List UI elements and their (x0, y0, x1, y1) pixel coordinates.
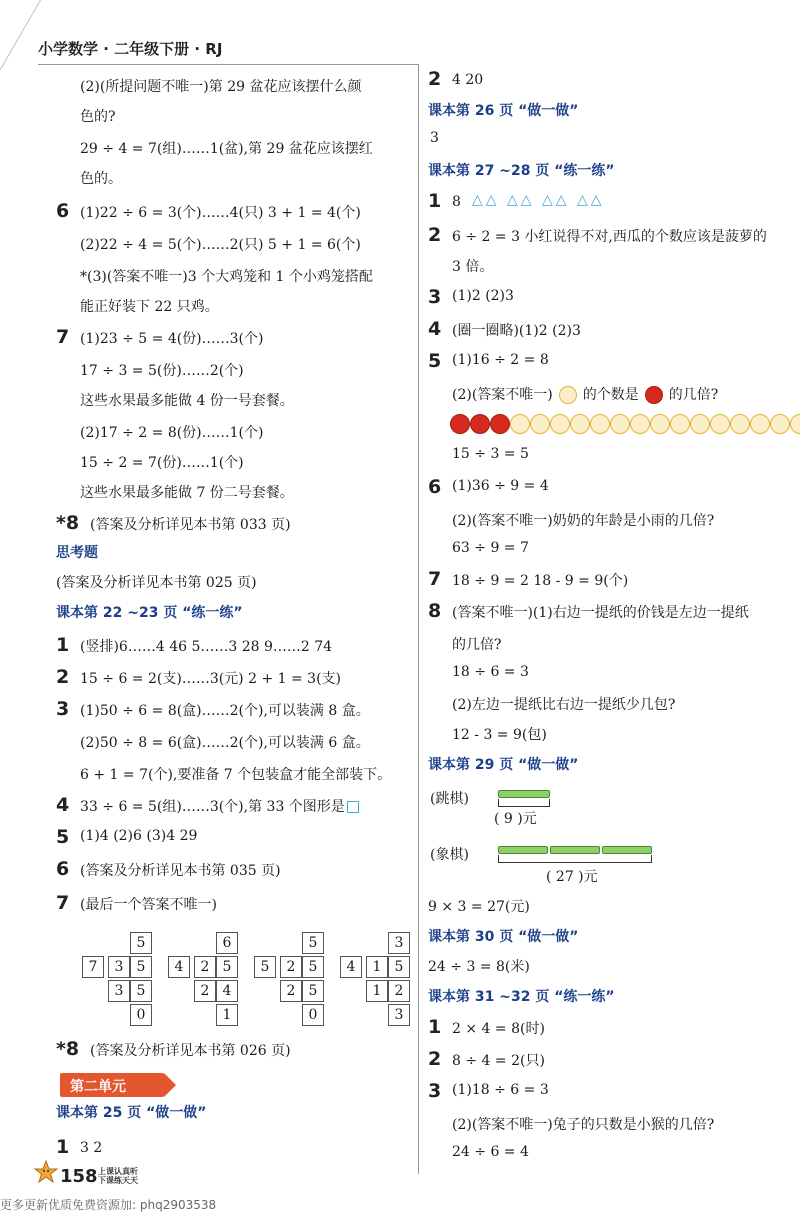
answer-line: (2)(答案不唯一)兔子的只数是小猴的几倍? (452, 1117, 715, 1133)
answer-line: (最后一个答案不唯一) (80, 897, 217, 913)
product-digit: 5 (302, 980, 324, 1002)
question-number: 5 (428, 350, 442, 372)
section-heading: 课本第 26 页 “做一做” (428, 103, 579, 119)
answer-line: ( 27 )元 (546, 869, 598, 885)
answer-line: 6 ÷ 2 = 3 小红说得不对,西瓜的个数应该是菠萝的 (452, 229, 767, 245)
header-rule (38, 64, 418, 65)
yellow-bead (630, 414, 650, 434)
product-digit: 2 (280, 980, 302, 1002)
question-number: 2 (428, 68, 442, 90)
dividend-digit: 1 (366, 956, 388, 978)
unit-label: 第二单元 (70, 1079, 126, 1095)
question-number: 3 (56, 698, 70, 720)
answer-line: (答案不唯一)(1)右边一提纸的价钱是左边一提纸 (452, 605, 749, 621)
remainder-cell: 0 (302, 1004, 324, 1026)
page-corner (0, 0, 41, 70)
square-shape-icon (347, 801, 359, 813)
question-number: 4 (56, 794, 70, 816)
section-heading: 课本第 29 页 “做一做” (428, 757, 579, 773)
question-number: *8 (56, 512, 80, 534)
yellow-bead (570, 414, 590, 434)
page-tag (98, 1167, 138, 1185)
chess-bar (498, 846, 548, 854)
answer-line: 4 20 (452, 72, 484, 88)
answer-line: 能正好装下 22 只鸡。 (80, 299, 219, 315)
answer-line: 这些水果最多能做 4 份一号套餐。 (80, 393, 294, 409)
yellow-bead (790, 414, 800, 434)
quotient-cell: 5 (302, 932, 324, 954)
answer-line: ( 9 )元 (494, 811, 537, 827)
answer-line: (1)2 (2)3 (452, 288, 514, 304)
quotient-cell: 6 (216, 932, 238, 954)
jump-chess-bar (498, 790, 550, 798)
answer-line: (1)50 ÷ 6 = 8(盒)……2(个),可以装满 8 盒。 (80, 703, 370, 719)
dividend-digit: 5 (216, 956, 238, 978)
answer-line: 24 ÷ 3 = 8(米) (428, 959, 530, 975)
section-heading: 课本第 30 页 “做一做” (428, 929, 579, 945)
answer-line: 15 ÷ 3 = 5 (452, 446, 529, 462)
answer-line: 17 ÷ 3 = 5(份)……2(个) (80, 363, 244, 379)
remainder-cell: 1 (216, 1004, 238, 1026)
answer-line: 63 ÷ 9 = 7 (452, 540, 529, 556)
answer-line: (答案及分析详见本书第 025 页) (56, 575, 257, 591)
yellow-bead (530, 414, 550, 434)
answer-line: (2)22 ÷ 4 = 5(个)……2(只) 5 + 1 = 6(个) (80, 237, 361, 253)
triangle-shapes: △△ △△ △△ △△ (472, 192, 605, 208)
question-number: 4 (428, 318, 442, 340)
question-number: 2 (428, 224, 442, 246)
unit-banner (60, 1073, 164, 1097)
answer-line: 色的? (80, 109, 116, 125)
answer-line: 18 ÷ 6 = 3 (452, 664, 529, 680)
answer-line: (2)(所提问题不唯一)第 29 盆花应该摆什么颜 (80, 79, 362, 95)
answer-line: 33 ÷ 6 = 5(组)……3(个),第 33 个图形是 (80, 796, 359, 816)
question-number: 3 (428, 1080, 442, 1102)
dividend-digit: 2 (280, 956, 302, 978)
question-number: 7 (56, 326, 70, 348)
divisor-cell: 4 (340, 956, 362, 978)
star-badge-icon (34, 1160, 58, 1184)
question-number: 1 (428, 1016, 442, 1038)
answer-line: (2)(答案不唯一)奶奶的年龄是小雨的几倍? (452, 513, 715, 529)
answer-line: 18 ÷ 9 = 2 18 - 9 = 9(个) (452, 573, 629, 589)
question-number: 7 (428, 568, 442, 590)
answer-line: 15 ÷ 6 = 2(支)……3(元) 2 + 1 = 3(支) (80, 671, 342, 687)
product-digit: 1 (366, 980, 388, 1002)
page-tag-line1: 上课认真听 (98, 1167, 138, 1176)
footer-note: 更多更新优质免费资源加: phq2903538 (0, 1198, 217, 1212)
chess-brace (498, 855, 652, 863)
question-number: 1 (56, 634, 70, 656)
answer-line: (竖排)6……4 46 5……3 28 9……2 74 (80, 639, 333, 655)
divisor-cell: 7 (82, 956, 104, 978)
page-header: 小学数学 · 二年级下册 · RJ (38, 40, 223, 58)
yellow-bead (590, 414, 610, 434)
product-digit: 2 (194, 980, 216, 1002)
section-heading: 课本第 22 ~23 页 “练一练” (56, 605, 243, 621)
yellow-bead (750, 414, 770, 434)
answer-line: 3 倍。 (452, 259, 494, 275)
divisor-cell: 5 (254, 956, 276, 978)
answer-line: (圈一圈略)(1)2 (2)3 (452, 323, 581, 339)
circle-question (452, 384, 718, 404)
answer-line: (2)左边一提纸比右边一提纸少几包? (452, 697, 676, 713)
divisor-cell: 4 (168, 956, 190, 978)
dividend-digit: 5 (130, 956, 152, 978)
answer-line: 这些水果最多能做 7 份二号套餐。 (80, 485, 294, 501)
dividend-digit: 3 (108, 956, 130, 978)
answer-line: (答案及分析详见本书第 035 页) (80, 863, 281, 879)
answer-line: 8 (452, 194, 461, 210)
column-divider (418, 64, 419, 1174)
answer-line: (1)23 ÷ 5 = 4(份)……3(个) (80, 331, 264, 347)
answer-line: 15 ÷ 2 = 7(份)……1(个) (80, 455, 244, 471)
section-heading: 思考题 (56, 545, 98, 561)
answer-line: 29 ÷ 4 = 7(组)……1(盆),第 29 盆花应该摆红 (80, 141, 373, 157)
answer-line: 8 ÷ 4 = 2(只) (452, 1053, 545, 1069)
yellow-bead (730, 414, 750, 434)
answer-line: (1)4 (2)6 (3)4 29 (80, 828, 198, 844)
chess-bar (550, 846, 600, 854)
red-bead (470, 414, 490, 434)
question-number: 1 (428, 190, 442, 212)
answer-line: 2 × 4 = 8(时) (452, 1021, 545, 1037)
yellow-bead (770, 414, 790, 434)
question-number: 6 (56, 200, 70, 222)
dividend-digit: 2 (194, 956, 216, 978)
circle-question-mid: 的个数是 (582, 387, 639, 403)
answer-line: 12 - 3 = 9(包) (452, 727, 547, 743)
answer-line: 6 + 1 = 7(个),要准备 7 个包装盒才能全部装下。 (80, 767, 392, 783)
yellow-bead (710, 414, 730, 434)
answer-line: 的几倍? (452, 637, 502, 653)
answer-line: 色的。 (80, 171, 122, 187)
question-number: 2 (56, 666, 70, 688)
section-heading: 课本第 27 ~28 页 “练一练” (428, 163, 615, 179)
product-digit: 5 (130, 980, 152, 1002)
answer-line: (2)17 ÷ 2 = 8(份)……1(个) (80, 425, 264, 441)
question-number: 8 (428, 600, 442, 622)
question-number: 3 (428, 286, 442, 308)
quotient-cell: 3 (388, 932, 410, 954)
jump-chess-brace (498, 799, 550, 807)
yellow-bead (670, 414, 690, 434)
answer-line: (2)50 ÷ 8 = 6(盒)……2(个),可以装满 6 盒。 (80, 735, 370, 751)
quotient-cell: 5 (130, 932, 152, 954)
remainder-cell: 0 (130, 1004, 152, 1026)
section-heading: 课本第 31 ~32 页 “练一练” (428, 989, 615, 1005)
answer-line: (1)16 ÷ 2 = 8 (452, 352, 549, 368)
question-number: 1 (56, 1136, 70, 1158)
answer-line: (象棋) (430, 847, 469, 863)
yellow-bead (610, 414, 630, 434)
product-digit: 3 (108, 980, 130, 1002)
answer-line: 3 2 (80, 1140, 103, 1156)
answer-line: (答案及分析详见本书第 033 页) (90, 517, 291, 533)
question-number: 6 (428, 476, 442, 498)
page-tag-line2: 下课练天天 (98, 1176, 138, 1185)
yellow-circle-icon (559, 386, 577, 404)
product-digit: 4 (216, 980, 238, 1002)
page-number: 158 (60, 1166, 98, 1187)
circle-question-pre: (2)(答案不唯一) (452, 387, 553, 403)
dividend-digit: 5 (302, 956, 324, 978)
answer-line: (答案及分析详见本书第 026 页) (90, 1043, 291, 1059)
answer-line: (1)36 ÷ 9 = 4 (452, 478, 549, 494)
red-bead (490, 414, 510, 434)
bead-row (450, 414, 800, 434)
answer-line: 3 (430, 130, 439, 146)
yellow-bead (550, 414, 570, 434)
question-number: 7 (56, 892, 70, 914)
red-bead (450, 414, 470, 434)
answer-line: *(3)(答案不唯一)3 个大鸡笼和 1 个小鸡笼搭配 (80, 269, 373, 285)
answer-line: 9 × 3 = 27(元) (428, 899, 530, 915)
yellow-bead (650, 414, 670, 434)
product-digit: 2 (388, 980, 410, 1002)
yellow-bead (690, 414, 710, 434)
question-number: 5 (56, 826, 70, 848)
question-number: *8 (56, 1038, 80, 1060)
section-heading: 课本第 25 页 “做一做” (56, 1105, 207, 1121)
dividend-digit: 5 (388, 956, 410, 978)
answer-line: (1)22 ÷ 6 = 3(个)……4(只) 3 + 1 = 4(个) (80, 205, 361, 221)
question-number: 6 (56, 858, 70, 880)
answer-line: (1)18 ÷ 6 = 3 (452, 1082, 549, 1098)
chess-bar (602, 846, 652, 854)
answer-line: 24 ÷ 6 = 4 (452, 1144, 529, 1160)
yellow-bead (510, 414, 530, 434)
question-number: 2 (428, 1048, 442, 1070)
remainder-cell: 3 (388, 1004, 410, 1026)
red-circle-icon (645, 386, 663, 404)
answer-line: (跳棋) (430, 791, 469, 807)
circle-question-post: 的几倍? (668, 387, 719, 403)
